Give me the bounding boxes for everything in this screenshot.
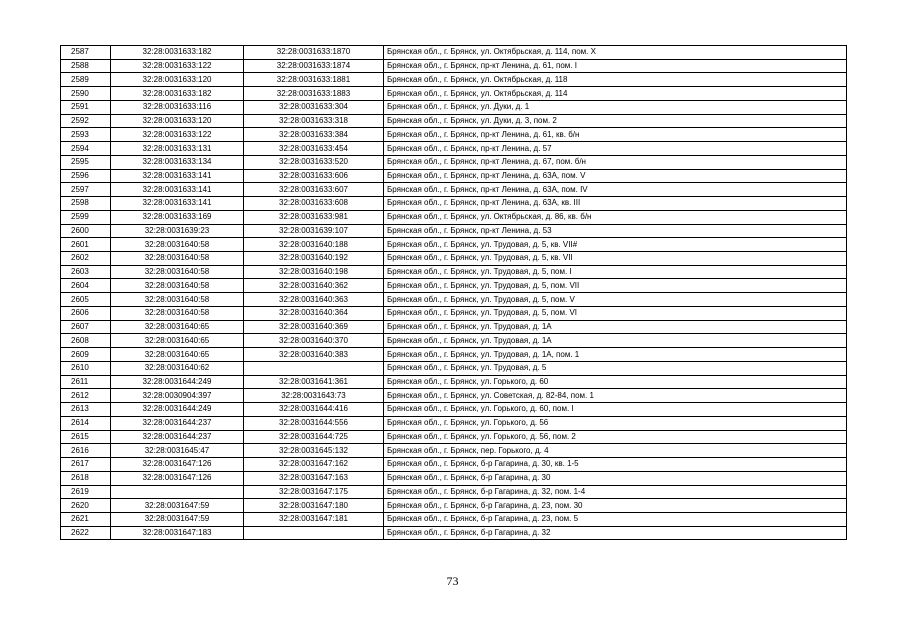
row-number-cell: 2608 [61,334,111,348]
table-row [61,46,847,60]
row-number-cell: 2621 [61,512,111,526]
table-row [61,526,847,540]
parcel-cadastral-cell: 32:28:0031639:23 [111,224,244,238]
object-cadastral-cell: 32:28:0031640:370 [244,334,384,348]
table-row [61,73,847,87]
row-number-cell: 2600 [61,224,111,238]
parcel-cadastral-cell: 32:28:0031647:183 [111,526,244,540]
object-cadastral-cell: 32:28:0031633:608 [244,197,384,211]
address-cell: Брянская обл., г. Брянск, ул. Октябрьская, д. 114 [384,87,847,101]
parcel-cadastral-cell: 32:28:0031644:237 [111,416,244,430]
table-row [61,224,847,238]
address-cell: Брянская обл., г. Брянск, ул. Октябрьская, д. 118 [384,73,847,87]
table-row [61,100,847,114]
address-cell: Брянская обл., г. Брянск, б-р Гагарина, д. 32 [384,526,847,540]
row-number-cell: 2587 [61,46,111,60]
parcel-cadastral-cell: 32:28:0031644:237 [111,430,244,444]
object-cadastral-cell: 32:28:0031640:364 [244,306,384,320]
address-cell: Брянская обл., г. Брянск, ул. Трудовая, д. 5, пом. VII [384,279,847,293]
parcel-cadastral-cell: 32:28:0031633:122 [111,59,244,73]
table-row [61,210,847,224]
address-cell: Брянская обл., г. Брянск, б-р Гагарина, д. 30 [384,471,847,485]
address-cell: Брянская обл., г. Брянск, б-р Гагарина, д. 23, пом. 30 [384,499,847,513]
address-cell: Брянская обл., г. Брянск, ул. Трудовая, д. 1А [384,320,847,334]
page-number: 73 [446,574,459,588]
address-cell: Брянская обл., г. Брянск, б-р Гагарина, д. 23, пом. 5 [384,512,847,526]
object-cadastral-cell: 32:28:0031640:188 [244,238,384,252]
object-cadastral-cell: 32:28:0031647:175 [244,485,384,499]
row-number-cell: 2616 [61,444,111,458]
address-cell: Брянская обл., г. Брянск, пр-кт Ленина, д. 63А, кв. III [384,197,847,211]
parcel-cadastral-cell: 32:28:0031633:182 [111,46,244,60]
table-body [61,46,847,540]
row-number-cell: 2596 [61,169,111,183]
address-cell: Брянская обл., г. Брянск, ул. Горького, д. 60, пом. I [384,403,847,417]
row-number-cell: 2602 [61,252,111,266]
address-cell: Брянская обл., г. Брянск, ул. Горького, д. 56, пом. 2 [384,430,847,444]
row-number-cell: 2619 [61,485,111,499]
row-number-cell: 2607 [61,320,111,334]
table-row [61,59,847,73]
table-row [61,389,847,403]
object-cadastral-cell: 32:28:0031633:981 [244,210,384,224]
parcel-cadastral-cell: 32:28:0031640:65 [111,348,244,362]
row-number-cell: 2588 [61,59,111,73]
object-cadastral-cell [244,361,384,375]
object-cadastral-cell: 32:28:0031644:556 [244,416,384,430]
object-cadastral-cell: 32:28:0031633:318 [244,114,384,128]
row-number-cell: 2622 [61,526,111,540]
address-cell: Брянская обл., г. Брянск, ул. Октябрьская, д. 86, кв. б/н [384,210,847,224]
row-number-cell: 2614 [61,416,111,430]
table-row [61,334,847,348]
address-cell: Брянская обл., г. Брянск, ул. Трудовая, д. 5 [384,361,847,375]
table-row [61,293,847,307]
parcel-cadastral-cell: 32:28:0031633:131 [111,142,244,156]
parcel-cadastral-cell: 32:28:0031647:59 [111,512,244,526]
table-row [61,155,847,169]
table-row [61,279,847,293]
row-number-cell: 2597 [61,183,111,197]
row-number-cell: 2592 [61,114,111,128]
parcel-cadastral-cell: 32:28:0031640:58 [111,306,244,320]
address-cell: Брянская обл., г. Брянск, ул. Трудовая, д. 1А, пом. 1 [384,348,847,362]
parcel-cadastral-cell: 32:28:0031647:126 [111,458,244,472]
parcel-cadastral-cell: 32:28:0031633:141 [111,169,244,183]
address-cell: Брянская обл., г. Брянск, ул. Трудовая, д. 5, пом. VI [384,306,847,320]
parcel-cadastral-cell: 32:28:0031644:249 [111,403,244,417]
object-cadastral-cell: 32:28:0031633:384 [244,128,384,142]
parcel-cadastral-cell: 32:28:0031640:62 [111,361,244,375]
object-cadastral-cell: 32:28:0031640:369 [244,320,384,334]
row-number-cell: 2609 [61,348,111,362]
address-cell: Брянская обл., г. Брянск, пр-кт Ленина, д. 61, пом. I [384,59,847,73]
table-row [61,471,847,485]
address-cell: Брянская обл., г. Брянск, ул. Октябрьская, д. 114, пом. X [384,46,847,60]
parcel-cadastral-cell: 32:28:0031633:122 [111,128,244,142]
table-row [61,306,847,320]
table-row [61,197,847,211]
address-cell: Брянская обл., г. Брянск, ул. Трудовая, д. 5, кв. VII [384,252,847,266]
address-cell: Брянская обл., г. Брянск, б-р Гагарина, д. 30, кв. 1-5 [384,458,847,472]
row-number-cell: 2618 [61,471,111,485]
address-cell: Брянская обл., г. Брянск, ул. Трудовая, д. 5, пом. I [384,265,847,279]
object-cadastral-cell: 32:28:0031633:607 [244,183,384,197]
parcel-cadastral-cell [111,485,244,499]
object-cadastral-cell: 32:28:0031644:725 [244,430,384,444]
table-row [61,416,847,430]
parcel-cadastral-cell: 32:28:0031647:126 [111,471,244,485]
parcel-cadastral-cell: 32:28:0031633:120 [111,73,244,87]
object-cadastral-cell: 32:28:0031644:416 [244,403,384,417]
object-cadastral-cell: 32:28:0031647:162 [244,458,384,472]
object-cadastral-cell: 32:28:0031633:1870 [244,46,384,60]
object-cadastral-cell: 32:28:0031640:362 [244,279,384,293]
object-cadastral-cell: 32:28:0031641:361 [244,375,384,389]
object-cadastral-cell: 32:28:0031633:1881 [244,73,384,87]
address-cell: Брянская обл., г. Брянск, б-р Гагарина, д. 32, пом. 1-4 [384,485,847,499]
address-cell: Брянская обл., г. Брянск, ул. Трудовая, д. 5, кв. VII# [384,238,847,252]
row-number-cell: 2598 [61,197,111,211]
parcel-cadastral-cell: 32:28:0031644:249 [111,375,244,389]
table-row [61,512,847,526]
row-number-cell: 2611 [61,375,111,389]
table-row [61,169,847,183]
row-number-cell: 2601 [61,238,111,252]
row-number-cell: 2605 [61,293,111,307]
parcel-cadastral-cell: 32:28:0031647:59 [111,499,244,513]
table-row [61,252,847,266]
row-number-cell: 2610 [61,361,111,375]
row-number-cell: 2593 [61,128,111,142]
address-cell: Брянская обл., г. Брянск, ул. Трудовая, д. 5, пом. V [384,293,847,307]
row-number-cell: 2612 [61,389,111,403]
parcel-cadastral-cell: 32:28:0031633:141 [111,197,244,211]
object-cadastral-cell: 32:28:0031640:363 [244,293,384,307]
object-cadastral-cell [244,526,384,540]
property-table [60,45,847,540]
row-number-cell: 2613 [61,403,111,417]
parcel-cadastral-cell: 32:28:0031633:182 [111,87,244,101]
parcel-cadastral-cell: 32:28:0031633:169 [111,210,244,224]
parcel-cadastral-cell: 32:28:0031640:58 [111,293,244,307]
table-row [61,430,847,444]
address-cell: Брянская обл., г. Брянск, пр-кт Ленина, д. 63А, пом. V [384,169,847,183]
address-cell: Брянская обл., г. Брянск, пр-кт Ленина, д. 57 [384,142,847,156]
address-cell: Брянская обл., г. Брянск, пер. Горького, д. 4 [384,444,847,458]
table-row [61,87,847,101]
table-row [61,320,847,334]
parcel-cadastral-cell: 32:28:0031640:65 [111,334,244,348]
table-row [61,114,847,128]
object-cadastral-cell: 32:28:0031633:520 [244,155,384,169]
object-cadastral-cell: 32:28:0031633:454 [244,142,384,156]
object-cadastral-cell: 32:28:0031647:163 [244,471,384,485]
row-number-cell: 2620 [61,499,111,513]
object-cadastral-cell: 32:28:0031640:198 [244,265,384,279]
address-cell: Брянская обл., г. Брянск, ул. Горького, д. 60 [384,375,847,389]
table-row [61,183,847,197]
table-row [61,142,847,156]
address-cell: Брянская обл., г. Брянск, ул. Дуки, д. 3, пом. 2 [384,114,847,128]
table-row [61,485,847,499]
address-cell: Брянская обл., г. Брянск, пр-кт Ленина, д. 67, пом. б/н [384,155,847,169]
table-row [61,361,847,375]
object-cadastral-cell: 32:28:0031633:606 [244,169,384,183]
parcel-cadastral-cell: 32:28:0031633:134 [111,155,244,169]
parcel-cadastral-cell: 32:28:0031640:58 [111,279,244,293]
address-cell: Брянская обл., г. Брянск, пр-кт Ленина, д. 63А, пом. IV [384,183,847,197]
object-cadastral-cell: 32:28:0031633:1883 [244,87,384,101]
address-cell: Брянская обл., г. Брянск, пр-кт Ленина, д. 61, кв. б/н [384,128,847,142]
table-row [61,499,847,513]
row-number-cell: 2589 [61,73,111,87]
row-number-cell: 2603 [61,265,111,279]
row-number-cell: 2591 [61,100,111,114]
object-cadastral-cell: 32:28:0031633:1874 [244,59,384,73]
object-cadastral-cell: 32:28:0031640:192 [244,252,384,266]
object-cadastral-cell: 32:28:0031647:181 [244,512,384,526]
address-cell: Брянская обл., г. Брянск, ул. Дуки, д. 1 [384,100,847,114]
row-number-cell: 2595 [61,155,111,169]
table-row [61,444,847,458]
parcel-cadastral-cell: 32:28:0031645:47 [111,444,244,458]
row-number-cell: 2606 [61,306,111,320]
address-cell: Брянская обл., г. Брянск, ул. Советская, д. 82-84, пом. 1 [384,389,847,403]
object-cadastral-cell: 32:28:0031643:73 [244,389,384,403]
parcel-cadastral-cell: 32:28:0031640:65 [111,320,244,334]
address-cell: Брянская обл., г. Брянск, ул. Горького, д. 56 [384,416,847,430]
address-cell: Брянская обл., г. Брянск, ул. Трудовая, д. 1А [384,334,847,348]
parcel-cadastral-cell: 32:28:0031640:58 [111,238,244,252]
object-cadastral-cell: 32:28:0031639:107 [244,224,384,238]
row-number-cell: 2599 [61,210,111,224]
object-cadastral-cell: 32:28:0031633:304 [244,100,384,114]
table-row [61,375,847,389]
table-row [61,348,847,362]
parcel-cadastral-cell: 32:28:0031633:120 [111,114,244,128]
row-number-cell: 2604 [61,279,111,293]
table-row [61,458,847,472]
parcel-cadastral-cell: 32:28:0030904:397 [111,389,244,403]
table-row [61,403,847,417]
parcel-cadastral-cell: 32:28:0031633:141 [111,183,244,197]
table-row [61,265,847,279]
object-cadastral-cell: 32:28:0031647:180 [244,499,384,513]
object-cadastral-cell: 32:28:0031645:132 [244,444,384,458]
parcel-cadastral-cell: 32:28:0031640:58 [111,252,244,266]
row-number-cell: 2617 [61,458,111,472]
table-row [61,238,847,252]
row-number-cell: 2590 [61,87,111,101]
object-cadastral-cell: 32:28:0031640:383 [244,348,384,362]
parcel-cadastral-cell: 32:28:0031640:58 [111,265,244,279]
row-number-cell: 2615 [61,430,111,444]
address-cell: Брянская обл., г. Брянск, пр-кт Ленина, д. 53 [384,224,847,238]
table-row [61,128,847,142]
row-number-cell: 2594 [61,142,111,156]
parcel-cadastral-cell: 32:28:0031633:116 [111,100,244,114]
